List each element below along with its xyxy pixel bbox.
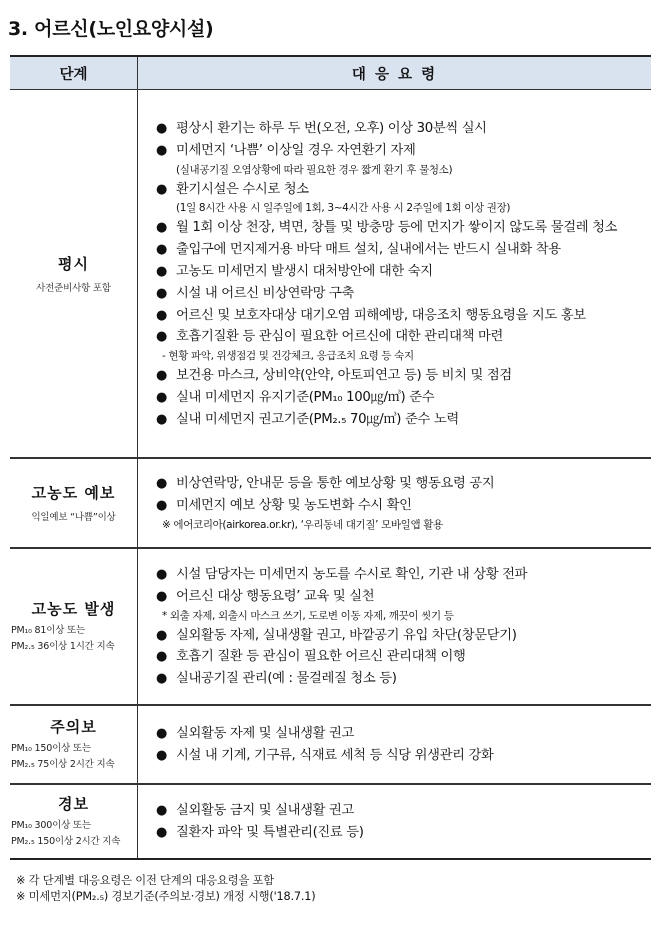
bullet-icon: ●	[156, 389, 167, 405]
response-cell	[138, 784, 652, 859]
bullet-icon: ●	[156, 220, 167, 236]
stage-name: 고농도 발생	[31, 599, 116, 618]
response-note: (1일 8시간 사용 시 일주일에 1회, 3~4시간 사용 시 2주일에 1회 이상 권장)	[176, 202, 511, 215]
stage-cell	[10, 90, 138, 458]
bullet-icon: ●	[156, 120, 167, 136]
stage-cell	[10, 705, 138, 784]
stage-cell	[10, 458, 138, 548]
stage-condition: PM₂.₅ 150이상 2시간 지속	[11, 835, 121, 847]
response-cell	[138, 705, 652, 784]
response-item-text: 월 1회 이상 천장, 벽면, 창틀 및 방충망 등에 먼지가 쌓이지 않도록 물걸레 청소	[176, 220, 618, 236]
stage-condition: PM₁₀ 300이상 또는	[11, 819, 91, 831]
response-item-text: 시설 담당자는 미세먼지 농도를 수시로 확인, 기관 내 상황 전파	[176, 567, 528, 582]
stage-condition: 익일예보 “나쁨”이상	[31, 512, 116, 523]
bullet-icon: ●	[156, 627, 167, 643]
bullet-icon: ●	[156, 411, 167, 427]
response-item-text: 호흡기 질환 등 관심이 필요한 어르신 관리대책 이행	[176, 649, 466, 665]
bullet-icon: ●	[156, 726, 167, 742]
bullet-icon: ●	[156, 368, 167, 384]
response-item	[152, 140, 651, 162]
response-item	[152, 495, 651, 517]
response-item-text: 어르신 대상 행동요령’ 교육 및 실천	[176, 588, 375, 604]
response-note: * 외출 자제, 외출시 마스크 쓰기, 도로변 이동 자제, 깨끗이 씻기 등	[162, 609, 454, 622]
footnote-2: ※ 미세먼지(PM₂.₅) 경보기준(주의보·경보) 개정 시행('18.7.1)	[16, 890, 316, 903]
response-item	[152, 305, 651, 327]
stage-row	[10, 705, 651, 784]
response-item	[152, 365, 651, 387]
response-item	[152, 326, 651, 348]
bullet-icon: ●	[156, 649, 167, 665]
stage-condition: PM₂.₅ 75이상 2시간 지속	[11, 758, 115, 770]
bullet-icon: ●	[156, 242, 167, 258]
response-item-text: 출입구에 먼지제거용 바닥 매트 설치, 실내에서는 반드시 실내화 착용	[176, 242, 561, 258]
response-cell	[138, 548, 652, 705]
response-item-text: 미세먼지 예보 상황 및 농도변화 수시 확인	[176, 498, 412, 513]
response-item-text: 시설 내 기계, 기구류, 식재료 세척 등 식당 위생관리 강화	[176, 748, 494, 763]
stage-cell	[10, 784, 138, 859]
bullet-icon: ●	[156, 567, 167, 582]
response-item-text: 호흡기질환 등 관심이 필요한 어르신에 대한 관리대책 마련	[176, 329, 504, 345]
response-item	[152, 723, 651, 745]
response-item	[152, 586, 651, 608]
bullet-icon: ●	[156, 142, 167, 158]
bullet-icon: ●	[156, 671, 167, 687]
response-cell	[138, 90, 652, 458]
response-guide-table	[10, 55, 651, 860]
response-item-text: 실외활동 자제 및 실내생활 권고	[176, 726, 354, 742]
stage-condition: PM₂.₅ 36이상 1시간 지속	[11, 640, 115, 652]
response-item	[152, 668, 651, 690]
response-item	[152, 564, 651, 586]
response-item	[152, 409, 651, 431]
response-item-text: 실내공기질 관리(예 : 물걸레질 청소 등)	[176, 671, 397, 687]
stage-row	[10, 458, 651, 548]
response-item	[152, 800, 651, 822]
bullet-icon: ●	[156, 307, 167, 323]
bullet-icon: ●	[156, 588, 167, 604]
stage-row	[10, 784, 651, 859]
response-item	[152, 646, 651, 668]
response-item	[152, 625, 651, 647]
response-item	[152, 118, 651, 140]
stage-rows	[10, 90, 651, 859]
stage-cell	[10, 548, 138, 705]
stage-name: 주의보	[50, 717, 97, 736]
stage-name: 평시	[58, 254, 89, 273]
bullet-icon: ●	[156, 285, 167, 301]
stage-row	[10, 90, 651, 458]
response-note: (실내공기질 오염상황에 따라 필요한 경우 짧게 환기 후 물청소)	[176, 163, 453, 176]
response-note: ※ 에어코리아(airkorea.or.kr), ‘우리동네 대기질’ 모바일앱 활용	[162, 518, 443, 531]
stage-condition: PM₁₀ 150이상 또는	[11, 742, 91, 754]
bullet-icon: ●	[156, 181, 167, 197]
bullet-icon: ●	[156, 803, 167, 819]
response-item	[152, 261, 651, 283]
response-item-text: 평상시 환기는 하루 두 번(오전, 오후) 이상 30분씩 실시	[176, 120, 487, 136]
footnote-1: ※ 각 단계별 대응요령은 이전 단계의 대응요령을 포함	[16, 874, 274, 887]
response-item-text: 실내 미세먼지 권고기준(PM₂.₅ 70㎍/㎥) 준수 노력	[176, 411, 459, 427]
response-item-text: 고농도 미세먼지 발생시 대처방안에 대한 숙지	[176, 263, 433, 279]
table-header-row	[10, 56, 651, 90]
stage-condition: 사전준비사항 포함	[36, 282, 111, 294]
bullet-icon: ●	[156, 498, 167, 513]
response-item-text: 어르신 및 보호자대상 대기오염 피해예방, 대응조치 행동요령을 지도 홍보	[176, 307, 586, 323]
bullet-icon: ●	[156, 329, 167, 345]
stage-name: 경보	[58, 794, 89, 813]
header-stage: 단계	[10, 56, 138, 90]
response-item	[152, 745, 651, 767]
response-item-text: 실외활동 자제, 실내생활 권고, 바깥공기 유입 차단(창문닫기)	[176, 627, 517, 643]
response-item-text: 실외활동 금지 및 실내생활 권고	[176, 803, 354, 819]
bullet-icon: ●	[156, 476, 167, 492]
stage-row	[10, 548, 651, 705]
response-item-text: 환기시설은 수시로 청소	[176, 181, 309, 197]
stage-condition: PM₁₀ 81이상 또는	[11, 624, 85, 636]
response-item-text: 질환자 파악 및 특별관리(진료 등)	[176, 825, 364, 840]
header-response: 대 응 요 령	[138, 56, 652, 90]
response-item	[152, 473, 651, 495]
response-item-text: 시설 내 어르신 비상연락망 구축	[176, 285, 354, 301]
response-cell	[138, 458, 652, 548]
response-item-text: 비상연락망, 안내문 등을 통한 예보상황 및 행동요령 공지	[176, 476, 495, 492]
stage-name: 고농도 예보	[31, 484, 116, 502]
response-item	[152, 822, 651, 844]
response-item-text: 실내 미세먼지 유지기준(PM₁₀ 100㎍/㎥) 준수	[176, 389, 435, 405]
response-note: - 현황 파악, 위생점검 및 건강체크, 응급조치 요령 등 숙지	[162, 350, 414, 363]
response-item	[152, 179, 651, 201]
response-item	[152, 387, 651, 409]
response-item	[152, 217, 651, 239]
response-item	[152, 239, 651, 261]
bullet-icon: ●	[156, 748, 167, 763]
response-item-text: 미세먼지 ‘나쁨’ 이상일 경우 자연환기 자제	[176, 142, 416, 158]
section-title: 3. 어르신(노인요양시설)	[8, 18, 214, 40]
bullet-icon: ●	[156, 263, 167, 279]
response-item	[152, 283, 651, 305]
response-item-text: 보건용 마스크, 상비약(안약, 아토피연고 등) 등 비치 및 점검	[176, 368, 512, 384]
bullet-icon: ●	[156, 825, 167, 840]
